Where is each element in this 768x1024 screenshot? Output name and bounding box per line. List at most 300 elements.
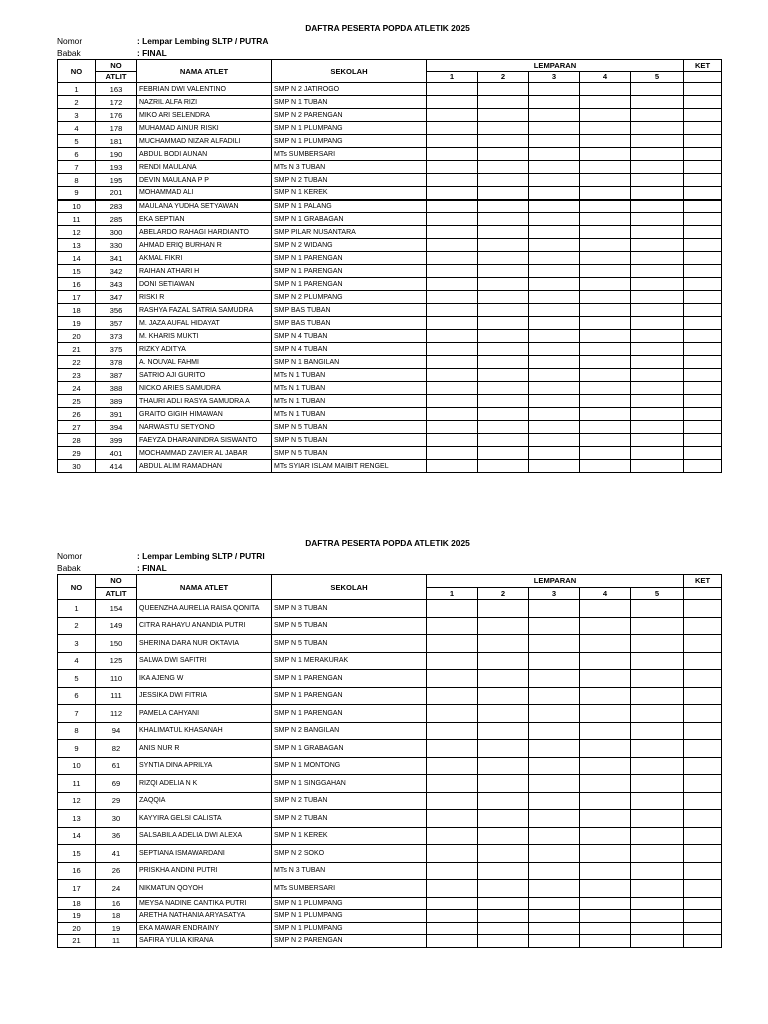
babak-label: Babak — [57, 48, 81, 58]
row-nama: SAFIRA YULIA KIRANA — [137, 935, 272, 948]
ket-cell — [684, 239, 722, 252]
throw-5-cell — [631, 187, 684, 200]
throw-5-cell — [631, 862, 684, 880]
row-no: 7 — [58, 161, 96, 174]
row-sekolah: SMP N 1 PARENGAN — [272, 687, 427, 705]
throw-3-cell — [529, 161, 580, 174]
row-sekolah: SMP N 4 TUBAN — [272, 343, 427, 356]
babak-value: : FINAL — [137, 48, 167, 58]
table-row — [58, 740, 722, 758]
nomor-label: Nomor — [57, 551, 83, 561]
throw-2-cell — [478, 792, 529, 810]
ket-cell — [684, 922, 722, 935]
table-row — [58, 317, 722, 330]
throw-1-cell — [427, 810, 478, 828]
throw-4-cell — [580, 935, 631, 948]
row-sekolah: SMP BAS TUBAN — [272, 317, 427, 330]
row-nama: FAEYZA DHARANINDRA SISWANTO — [137, 434, 272, 447]
ket-cell — [684, 845, 722, 863]
table-row — [58, 635, 722, 653]
row-atlit: 300 — [96, 226, 137, 239]
row-sekolah: MTs N 3 TUBAN — [272, 161, 427, 174]
throw-4-cell — [580, 862, 631, 880]
header-throw-1: 1 — [427, 71, 478, 83]
ket-cell — [684, 174, 722, 187]
row-no: 9 — [58, 740, 96, 758]
throw-3-cell — [529, 369, 580, 382]
row-sekolah: MTs N 1 TUBAN — [272, 408, 427, 421]
sheet-putra — [57, 22, 722, 473]
ket-cell — [684, 252, 722, 265]
table-row — [58, 226, 722, 239]
throw-5-cell — [631, 369, 684, 382]
row-atlit: 111 — [96, 687, 137, 705]
row-no: 6 — [58, 148, 96, 161]
throw-1-cell — [427, 705, 478, 723]
throw-4-cell — [580, 109, 631, 122]
ket-cell — [684, 83, 722, 96]
row-atlit: 341 — [96, 252, 137, 265]
row-sekolah: SMP N 1 PLUMPANG — [272, 897, 427, 910]
throw-5-cell — [631, 810, 684, 828]
header-throw-3: 3 — [529, 71, 580, 83]
throw-5-cell — [631, 83, 684, 96]
throw-2-cell — [478, 200, 529, 213]
ket-cell — [684, 161, 722, 174]
throw-3-cell — [529, 935, 580, 948]
row-atlit: 19 — [96, 922, 137, 935]
throw-2-cell — [478, 252, 529, 265]
throw-4-cell — [580, 96, 631, 109]
sheet-title: DAFTRA PESERTA POPDA ATLETIK 2025 — [305, 538, 470, 548]
throw-4-cell — [580, 213, 631, 226]
throw-4-cell — [580, 652, 631, 670]
row-sekolah: SMP N 1 PLUMPANG — [272, 910, 427, 923]
throw-2-cell — [478, 174, 529, 187]
throw-3-cell — [529, 705, 580, 723]
table-row — [58, 265, 722, 278]
row-atlit: 150 — [96, 635, 137, 653]
throw-5-cell — [631, 652, 684, 670]
ket-cell — [684, 434, 722, 447]
throw-5-cell — [631, 460, 684, 473]
row-sekolah: MTs N 1 TUBAN — [272, 369, 427, 382]
table-row — [58, 356, 722, 369]
table-row — [58, 935, 722, 948]
throw-3-cell — [529, 897, 580, 910]
throw-2-cell — [478, 652, 529, 670]
row-sekolah: SMP N 5 TUBAN — [272, 447, 427, 460]
throw-3-cell — [529, 810, 580, 828]
throw-5-cell — [631, 635, 684, 653]
throw-2-cell — [478, 687, 529, 705]
throw-1-cell — [427, 617, 478, 635]
throw-4-cell — [580, 408, 631, 421]
row-no: 19 — [58, 910, 96, 923]
throw-2-cell — [478, 395, 529, 408]
row-no: 4 — [58, 652, 96, 670]
throw-5-cell — [631, 213, 684, 226]
throw-3-cell — [529, 862, 580, 880]
throw-1-cell — [427, 922, 478, 935]
ket-cell — [684, 330, 722, 343]
throw-3-cell — [529, 687, 580, 705]
row-no: 14 — [58, 252, 96, 265]
row-nama: SATRIO AJI GURITO — [137, 369, 272, 382]
sheet-title: DAFTRA PESERTA POPDA ATLETIK 2025 — [305, 23, 470, 33]
row-no: 18 — [58, 304, 96, 317]
row-no: 11 — [58, 775, 96, 793]
throw-5-cell — [631, 161, 684, 174]
throw-1-cell — [427, 122, 478, 135]
throw-4-cell — [580, 135, 631, 148]
table-row — [58, 910, 722, 923]
throw-3-cell — [529, 880, 580, 898]
throw-5-cell — [631, 174, 684, 187]
row-no: 6 — [58, 687, 96, 705]
row-no: 5 — [58, 135, 96, 148]
row-no: 26 — [58, 408, 96, 421]
row-no: 7 — [58, 705, 96, 723]
row-nama: KAYYIRA GELSI CALISTA — [137, 810, 272, 828]
throw-2-cell — [478, 148, 529, 161]
row-nama: CITRA RAHAYU ANANDIA PUTRI — [137, 617, 272, 635]
throw-5-cell — [631, 722, 684, 740]
row-nama: NICKO ARIES SAMUDRA — [137, 382, 272, 395]
row-atlit: 172 — [96, 96, 137, 109]
header-ket-blank — [684, 587, 722, 600]
throw-2-cell — [478, 265, 529, 278]
row-atlit: 401 — [96, 447, 137, 460]
row-atlit: 378 — [96, 356, 137, 369]
row-atlit: 110 — [96, 670, 137, 688]
throw-4-cell — [580, 827, 631, 845]
row-no: 14 — [58, 827, 96, 845]
ket-cell — [684, 291, 722, 304]
throw-1-cell — [427, 421, 478, 434]
throw-2-cell — [478, 304, 529, 317]
row-nama: ABDUL ALIM RAMADHAN — [137, 460, 272, 473]
throw-5-cell — [631, 600, 684, 618]
row-nama: SALSABILA ADELIA DWI ALEXA — [137, 827, 272, 845]
row-atlit: 343 — [96, 278, 137, 291]
row-sekolah: SMP N 5 TUBAN — [272, 617, 427, 635]
participants-body — [58, 83, 722, 473]
table-row — [58, 96, 722, 109]
table-row — [58, 434, 722, 447]
throw-1-cell — [427, 910, 478, 923]
throw-5-cell — [631, 291, 684, 304]
row-sekolah: SMP N 1 PLUMPANG — [272, 122, 427, 135]
header-throw-1: 1 — [427, 587, 478, 600]
throw-4-cell — [580, 670, 631, 688]
row-no: 19 — [58, 317, 96, 330]
throw-4-cell — [580, 226, 631, 239]
row-no: 2 — [58, 96, 96, 109]
throw-3-cell — [529, 83, 580, 96]
row-atlit: 387 — [96, 369, 137, 382]
row-no: 12 — [58, 226, 96, 239]
throw-2-cell — [478, 96, 529, 109]
row-sekolah: SMP N 2 PLUMPANG — [272, 291, 427, 304]
throw-1-cell — [427, 187, 478, 200]
table-row — [58, 395, 722, 408]
ket-cell — [684, 421, 722, 434]
throw-1-cell — [427, 722, 478, 740]
row-no: 17 — [58, 291, 96, 304]
table-row — [58, 652, 722, 670]
throw-4-cell — [580, 687, 631, 705]
ket-cell — [684, 447, 722, 460]
row-sekolah: SMP N 2 WIDANG — [272, 239, 427, 252]
throw-1-cell — [427, 343, 478, 356]
throw-5-cell — [631, 226, 684, 239]
row-no: 10 — [58, 757, 96, 775]
throw-1-cell — [427, 161, 478, 174]
row-nama: SHERINA DARA NUR OKTAVIA — [137, 635, 272, 653]
throw-5-cell — [631, 880, 684, 898]
row-sekolah: SMP N 1 PLUMPANG — [272, 922, 427, 935]
throw-2-cell — [478, 187, 529, 200]
throw-3-cell — [529, 740, 580, 758]
row-sekolah: MTs SUMBERSARI — [272, 880, 427, 898]
row-nama: AKMAL FIKRI — [137, 252, 272, 265]
ket-cell — [684, 213, 722, 226]
throw-2-cell — [478, 122, 529, 135]
throw-4-cell — [580, 635, 631, 653]
row-nama: THAURI ADLI RASYA SAMUDRA A — [137, 395, 272, 408]
ket-cell — [684, 897, 722, 910]
table-row — [58, 757, 722, 775]
throw-1-cell — [427, 670, 478, 688]
throw-4-cell — [580, 447, 631, 460]
header-sekolah: SEKOLAH — [272, 60, 427, 83]
row-sekolah: SMP N 1 PARENGAN — [272, 265, 427, 278]
throw-5-cell — [631, 135, 684, 148]
throw-2-cell — [478, 343, 529, 356]
row-nama: MIKO ARI SELENDRA — [137, 109, 272, 122]
row-nama: FEBRIAN DWI VALENTINO — [137, 83, 272, 96]
row-nama: NIKMATUN QOYOH — [137, 880, 272, 898]
throw-4-cell — [580, 317, 631, 330]
throw-2-cell — [478, 447, 529, 460]
row-atlit: 399 — [96, 434, 137, 447]
ket-cell — [684, 382, 722, 395]
row-no: 16 — [58, 278, 96, 291]
throw-2-cell — [478, 757, 529, 775]
row-no: 27 — [58, 421, 96, 434]
row-sekolah: SMP N 1 PALANG — [272, 200, 427, 213]
row-sekolah: SMP N 1 PARENGAN — [272, 670, 427, 688]
row-sekolah: SMP N 2 TUBAN — [272, 792, 427, 810]
table-row — [58, 421, 722, 434]
row-no: 22 — [58, 356, 96, 369]
ket-cell — [684, 670, 722, 688]
throw-5-cell — [631, 434, 684, 447]
row-nama: RASHYA FAZAL SATRIA SAMUDRA — [137, 304, 272, 317]
throw-4-cell — [580, 83, 631, 96]
row-atlit: 375 — [96, 343, 137, 356]
row-atlit: 414 — [96, 460, 137, 473]
throw-3-cell — [529, 460, 580, 473]
throw-3-cell — [529, 278, 580, 291]
row-no: 10 — [58, 200, 96, 213]
row-no: 17 — [58, 880, 96, 898]
throw-5-cell — [631, 317, 684, 330]
throw-2-cell — [478, 722, 529, 740]
header-ket: KET — [684, 60, 722, 72]
row-nama: MAULANA YUDHA SETYAWAN — [137, 200, 272, 213]
nomor-line — [57, 35, 722, 47]
throw-1-cell — [427, 395, 478, 408]
throw-4-cell — [580, 330, 631, 343]
table-row — [58, 330, 722, 343]
throw-5-cell — [631, 910, 684, 923]
ket-cell — [684, 278, 722, 291]
row-atlit: 190 — [96, 148, 137, 161]
row-nama: ABDUL BODI AUNAN — [137, 148, 272, 161]
throw-1-cell — [427, 148, 478, 161]
row-nama: RIZKY ADITYA — [137, 343, 272, 356]
throw-1-cell — [427, 382, 478, 395]
throw-1-cell — [427, 845, 478, 863]
ket-cell — [684, 96, 722, 109]
table-row — [58, 122, 722, 135]
row-atlit: 69 — [96, 775, 137, 793]
throw-5-cell — [631, 617, 684, 635]
throw-5-cell — [631, 408, 684, 421]
row-nama: ANIS NUR R — [137, 740, 272, 758]
throw-2-cell — [478, 635, 529, 653]
throw-3-cell — [529, 304, 580, 317]
row-no: 1 — [58, 600, 96, 618]
throw-3-cell — [529, 652, 580, 670]
throw-4-cell — [580, 421, 631, 434]
row-atlit: 18 — [96, 910, 137, 923]
header-no: NO — [58, 60, 96, 83]
throw-1-cell — [427, 213, 478, 226]
row-no: 15 — [58, 265, 96, 278]
throw-1-cell — [427, 652, 478, 670]
row-sekolah: SMP N 1 PLUMPANG — [272, 135, 427, 148]
row-no: 4 — [58, 122, 96, 135]
row-no: 16 — [58, 862, 96, 880]
table-row — [58, 827, 722, 845]
throw-2-cell — [478, 740, 529, 758]
row-nama: ZAQQIA — [137, 792, 272, 810]
row-atlit: 285 — [96, 213, 137, 226]
throw-3-cell — [529, 213, 580, 226]
row-sekolah: SMP N 5 TUBAN — [272, 421, 427, 434]
table-row — [58, 343, 722, 356]
row-no: 20 — [58, 330, 96, 343]
row-nama: EKA MAWAR ENDRAINY — [137, 922, 272, 935]
row-sekolah: SMP BAS TUBAN — [272, 304, 427, 317]
row-no: 8 — [58, 174, 96, 187]
throw-4-cell — [580, 880, 631, 898]
header-sekolah: SEKOLAH — [272, 575, 427, 600]
throw-4-cell — [580, 740, 631, 758]
row-sekolah: SMP N 2 TUBAN — [272, 810, 427, 828]
throw-1-cell — [427, 239, 478, 252]
throw-1-cell — [427, 291, 478, 304]
table-row — [58, 862, 722, 880]
babak-line — [57, 47, 722, 59]
throw-2-cell — [478, 705, 529, 723]
row-atlit: 330 — [96, 239, 137, 252]
table-row — [58, 810, 722, 828]
header-throw-2: 2 — [478, 71, 529, 83]
row-no: 11 — [58, 213, 96, 226]
throw-1-cell — [427, 792, 478, 810]
throw-3-cell — [529, 265, 580, 278]
throw-5-cell — [631, 827, 684, 845]
row-sekolah: SMP N 2 BANGILAN — [272, 722, 427, 740]
row-atlit: 61 — [96, 757, 137, 775]
throw-5-cell — [631, 122, 684, 135]
throw-2-cell — [478, 827, 529, 845]
row-atlit: 195 — [96, 174, 137, 187]
row-atlit: 389 — [96, 395, 137, 408]
table-row — [58, 148, 722, 161]
row-sekolah: MTs N 1 TUBAN — [272, 382, 427, 395]
ket-cell — [684, 652, 722, 670]
throw-4-cell — [580, 434, 631, 447]
ket-cell — [684, 187, 722, 200]
ket-cell — [684, 148, 722, 161]
throw-1-cell — [427, 408, 478, 421]
throw-3-cell — [529, 845, 580, 863]
row-sekolah: MTs SYIAR ISLAM MAIBIT RENGEL — [272, 460, 427, 473]
throw-1-cell — [427, 135, 478, 148]
throw-2-cell — [478, 408, 529, 421]
row-atlit: 29 — [96, 792, 137, 810]
throw-2-cell — [478, 617, 529, 635]
throw-4-cell — [580, 252, 631, 265]
nomor-value: : Lempar Lembing SLTP / PUTRI — [137, 551, 265, 561]
throw-4-cell — [580, 278, 631, 291]
throw-5-cell — [631, 670, 684, 688]
throw-3-cell — [529, 600, 580, 618]
ket-cell — [684, 722, 722, 740]
throw-2-cell — [478, 330, 529, 343]
participants-table — [57, 59, 722, 473]
throw-3-cell — [529, 122, 580, 135]
row-nama: KHALIMATUL KHASANAH — [137, 722, 272, 740]
row-nama: SYNTIA DINA APRILYA — [137, 757, 272, 775]
throw-3-cell — [529, 447, 580, 460]
ket-cell — [684, 740, 722, 758]
throw-5-cell — [631, 897, 684, 910]
row-no: 15 — [58, 845, 96, 863]
throw-1-cell — [427, 96, 478, 109]
throw-1-cell — [427, 935, 478, 948]
row-nama: RAIHAN ATHARI H — [137, 265, 272, 278]
row-nama: RISKI R — [137, 291, 272, 304]
throw-1-cell — [427, 757, 478, 775]
row-no: 25 — [58, 395, 96, 408]
table-row — [58, 845, 722, 863]
header-no-atlit-top: NO — [96, 575, 137, 588]
row-atlit: 283 — [96, 200, 137, 213]
throw-2-cell — [478, 109, 529, 122]
throw-2-cell — [478, 421, 529, 434]
nomor-label: Nomor — [57, 36, 83, 46]
throw-2-cell — [478, 317, 529, 330]
ket-cell — [684, 635, 722, 653]
throw-4-cell — [580, 148, 631, 161]
throw-4-cell — [580, 757, 631, 775]
